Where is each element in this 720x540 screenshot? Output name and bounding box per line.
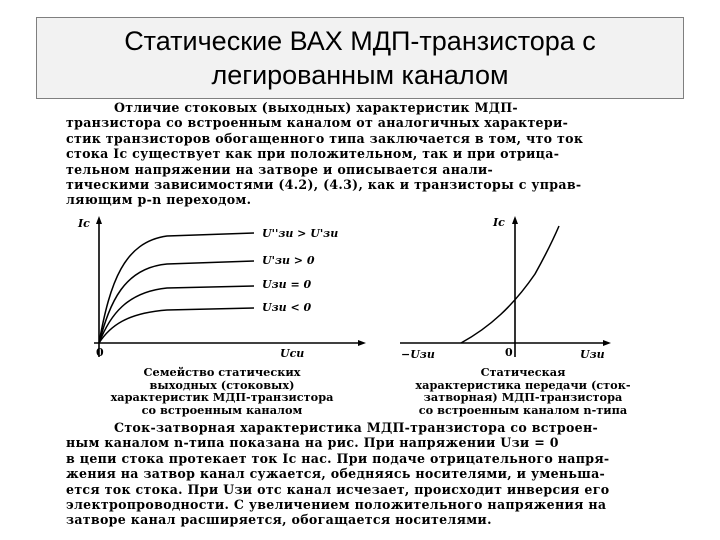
transfer-characteristic-figure (395, 212, 620, 362)
left-figure-caption (72, 366, 372, 416)
caption-line: Семейство статических (143, 365, 301, 379)
x-axis-arrow (603, 340, 611, 346)
intro-line: стик транзисторов обогащенного типа заключается в том, что ток (66, 130, 584, 146)
origin-label: 0 (96, 346, 104, 359)
caption-line: Статическая (480, 365, 566, 379)
x-axis-label: Uзи (580, 348, 605, 361)
right-figure-caption (378, 366, 668, 416)
bottom-line: в цепи стока протекает ток Iс нас. При подаче отрицательного напря- (66, 450, 610, 466)
output-characteristics-figure (72, 212, 372, 362)
y-axis-label: Iс (493, 216, 505, 229)
curve-ugs-zero (99, 286, 254, 343)
bottom-line: электропроводности. С увеличением положительного напряжения на (66, 497, 607, 513)
curve-ugs-negative (99, 308, 254, 343)
caption-line: со встроенным каналом (141, 402, 303, 417)
bottom-paragraph (66, 420, 678, 528)
x-axis-label: Uси (280, 347, 305, 360)
y-axis-label: Iс (78, 217, 90, 230)
curve-label-4: Uзи < 0 (262, 301, 312, 314)
bottom-line: жения на затвор канал сужается, обедняясь носителями, и уменьша- (66, 466, 606, 482)
x-axis-arrow (358, 340, 366, 346)
intro-paragraph (66, 100, 678, 208)
curve-label-2: U'зи > 0 (262, 254, 315, 267)
bottom-line: ется ток стока. При Uзи отс канал исчезает, происходит инверсия его (66, 481, 610, 497)
intro-line: тельном напряжении на затворе и описывается анали- (66, 161, 494, 177)
bottom-line: затворе канал расширяется, обогащается носителями. (66, 512, 492, 528)
transfer-curve (461, 226, 559, 343)
bottom-line: Сток-затворная характеристика МДП-транзистора со встроен- (114, 420, 598, 435)
intro-line: ляющим p-n переходом. (66, 192, 252, 208)
y-axis-arrow (96, 216, 102, 224)
intro-line: Отличие стоковых (выходных) характеристик МДП- (114, 100, 518, 115)
caption-line: со встроенным каналом n-типа (418, 402, 628, 417)
caption-line: выходных (стоковых) (149, 377, 295, 392)
caption-line: затворная) МДП-транзистора (423, 390, 623, 405)
intro-line: тическими зависимостями (4.2), (4.3), как и транзисторы с управ- (66, 177, 582, 193)
neg-x-label: −Uзи (401, 348, 435, 361)
title-line-2: легированным каналом (211, 60, 509, 90)
caption-line: характеристик МДП-транзистора (110, 390, 334, 405)
slide-title (36, 17, 684, 99)
title-line-1: Статические ВАХ МДП-транзистора с (124, 26, 596, 56)
intro-line: стока Iс существует как при положительном, так и при отрица- (66, 146, 560, 162)
y-axis-arrow (512, 216, 518, 224)
intro-line: транзистора со встроенным каналом от аналогичных характери- (66, 115, 569, 131)
origin-label: 0 (505, 346, 513, 359)
curve-label-3: Uзи = 0 (262, 278, 312, 291)
curve-ugs-prime (99, 261, 254, 343)
bottom-line: ным каналом n-типа показана на рис. При напряжении Uзи = 0 (66, 435, 559, 451)
curve-label-1: U''зи > U'зи (262, 227, 339, 240)
caption-line: характеристика передачи (сток- (415, 377, 631, 392)
